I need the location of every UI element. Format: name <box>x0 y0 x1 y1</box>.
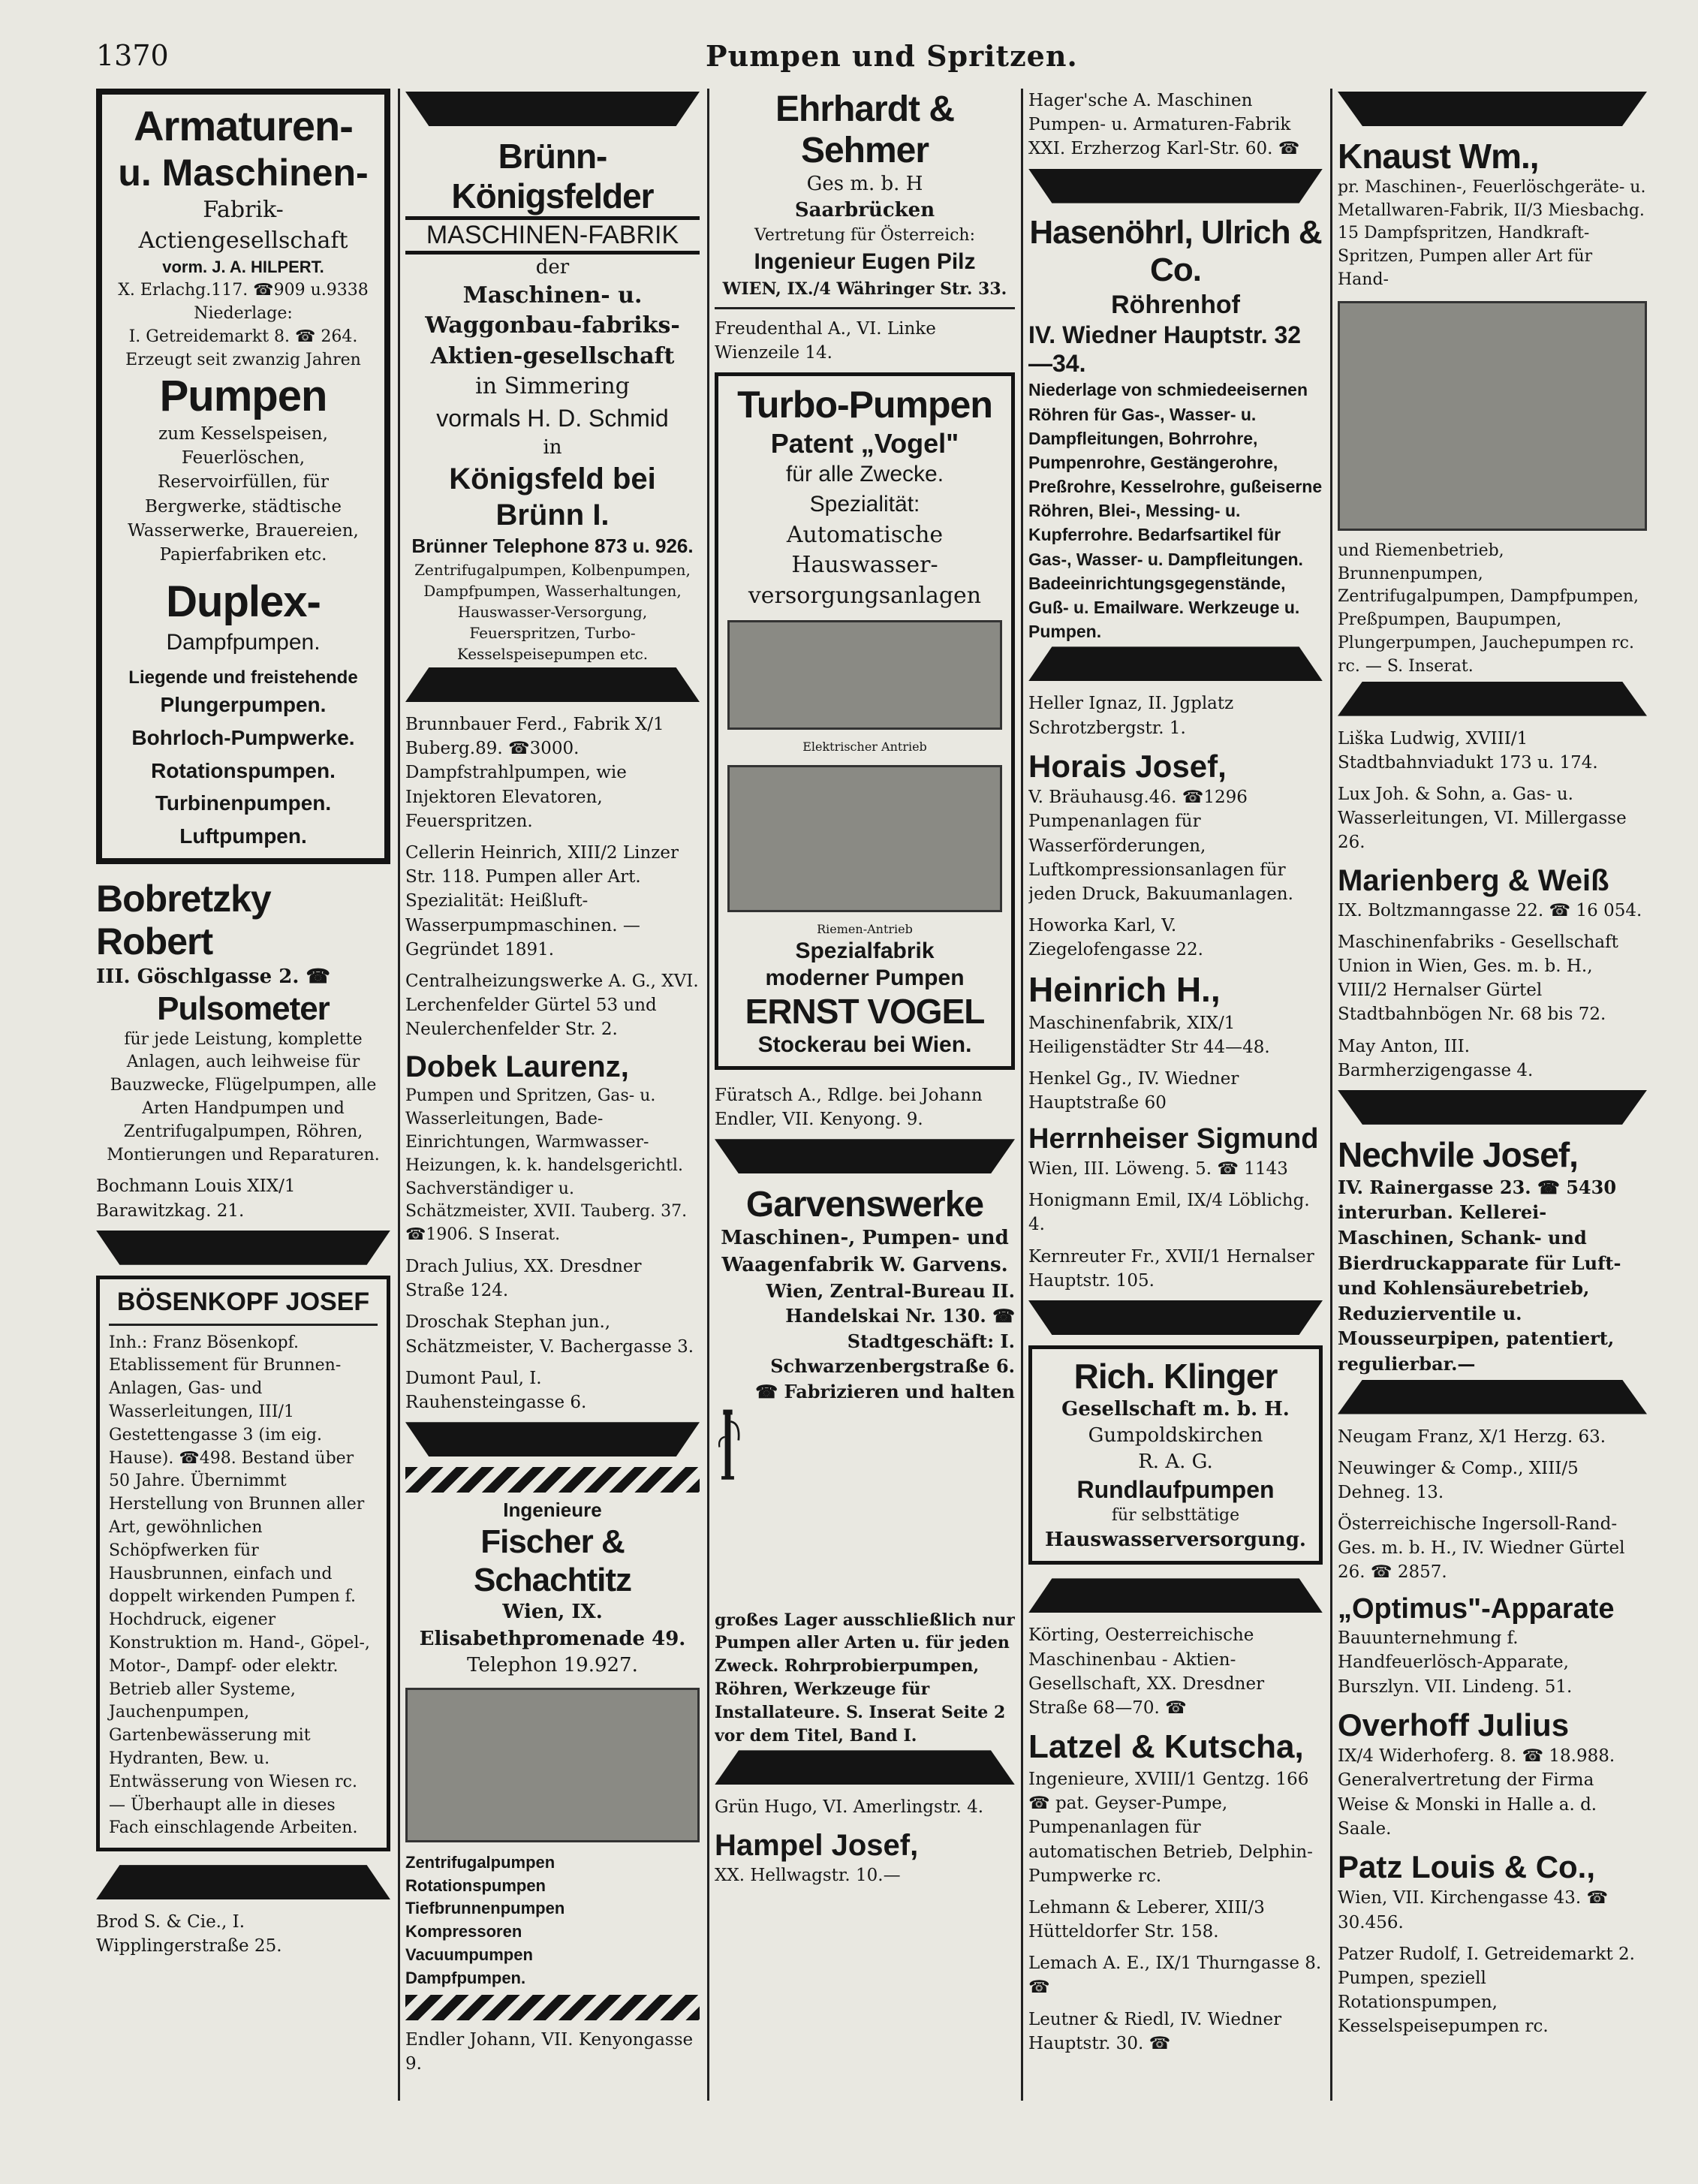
ad-title: Rich. Klinger <box>1073 1356 1278 1396</box>
ad-heading: Pulsometer <box>157 990 330 1028</box>
ad-text: Gesellschaft m. b. H. <box>1061 1397 1290 1420</box>
ad-text: Wien, Zentral-Bureau II. Handelskai Nr. 130. ☎ Stadtgeschäft: I. Schwarzenbergstraße 6. ☎ Fabrizieren und halten <box>755 1279 1015 1403</box>
listing-heading: Heinrich H., <box>1028 970 1221 1010</box>
ad-title: Dobek Laurenz, <box>405 1050 629 1084</box>
listing-entry: Centralheizungswerke A. G., XVI. Lerchenfelder Gürtel 53 und Neulerchenfelder Str. 2. <box>405 971 699 1040</box>
listing-entry: Heller Ignaz, II. Jgplatz Schrotzbergstr. 1. <box>1028 694 1234 738</box>
ad-title: Fischer & Schachtitz <box>473 1523 632 1598</box>
ad-text: Brünner Telephone 873 u. 926. <box>411 534 694 557</box>
ad-text: zum Kesselspeisen, Feuerlöschen, Reservoirfüllen, für Bergwerke, städtische Wasserwerke, Brauereien, Papierfabriken etc. <box>128 424 359 565</box>
decorative-banner <box>1338 1090 1647 1125</box>
ad-text: Automatische Hauswasser-versorgungsanlagen <box>748 521 982 609</box>
listing-entry: Freudenthal A., VI. Linke Wienzeile 14. <box>715 318 936 363</box>
decorative-banner <box>715 1750 1015 1785</box>
turbo-pumpen-ad <box>715 372 1015 1070</box>
listing-entry: Füratsch A., Rdlge. bei Johann Endler, VII. Kenyong. 9. <box>715 1085 983 1130</box>
ad-text: Wien, IX. Elisabethpromenade 49. <box>419 1601 686 1650</box>
ad-text: Dampfpumpen. <box>166 629 321 655</box>
ad-text: für selbsttätige <box>1111 1505 1240 1525</box>
knaust-ad <box>1338 137 1647 679</box>
listing-entry: Neuwinger & Comp., XIII/5 Dehneg. 13. <box>1338 1458 1579 1502</box>
boesenkopf-ad <box>96 1276 390 1851</box>
decorative-banner <box>96 1865 390 1899</box>
ad-title: Turbo-Pumpen <box>737 384 992 426</box>
bruenn-ad <box>405 137 700 664</box>
listing-heading: Herrnheiser Sigmund <box>1028 1123 1319 1155</box>
listing-entry: Cellerin Heinrich, XIII/2 Linzer Str. 118. Pumpen aller Art. Spezialität: Heißluft-Wasserpumpmaschinen. — Gegründet 1891. <box>405 842 679 959</box>
running-head: Pumpen und Spritzen. <box>706 39 1078 73</box>
ad-text: WIEN, IX./4 Währinger Str. 33. <box>722 279 1007 299</box>
decorative-banner <box>715 1139 1015 1173</box>
ad-text: der <box>535 255 570 279</box>
listing-entry: Ingenieure, XVIII/1 Gentzg. 166 ☎ pat. Geyser-Pumpe, Pumpenanlagen für automatischen Betrieb, Delphin-Pumpwerke rc. <box>1028 1769 1313 1886</box>
listing-entry: Lemach A. E., IX/1 Thurngasse 8. ☎ <box>1028 1954 1322 1998</box>
ad-title: BÖSENKOPF JOSEF <box>116 1287 370 1316</box>
ad-text: Inh.: Franz Bösenkopf. Etablissement für Brunnen-Anlagen, Gas- und Wasserleitungen, III/1 Gestettengasse 3 (im eig. Hause). ☎498. Bestand über 50 Jahre. Übernimmt Herstellung von Brunnen aller Art, gewöhnlichen Schöpfwerken für Hausbrunnen, einfach und doppelt wirkenden Pumpen f. Hochdruck, eigener Konstruktion m. Hand-, Göpel-, Motor-, Dampf- oder elektr. Betrieb aller Systeme, Jauchenpumpen, Gartenbewässerung mit Hydranten, Bew. u. Entwässerung von Wiesen rc. — Überhaupt alle in dieses Fach einschlagende Arbeiten. <box>109 1333 370 1838</box>
ad-text: X. Erlachg.117. ☎909 u.9338 <box>118 281 369 300</box>
column-2 <box>405 89 700 2101</box>
listing-entry: Lehmann & Leberer, XIII/3 Hütteldorfer Str. 158. <box>1028 1897 1265 1942</box>
product-item: Tiefbrunnenpumpen <box>405 1899 565 1918</box>
ad-text: Turbinenpumpen. <box>155 791 332 815</box>
ad-subtitle: MASCHINEN-FABRIK <box>405 220 700 255</box>
listing-heading: Horais Josef, <box>1028 748 1227 784</box>
ad-text: Hauswasserversorgung. <box>1045 1529 1306 1552</box>
ad-text: für jede Leistung, komplette Anlagen, auch leihweise für Bauzwecke, Flügelpumpen, alle Arten Handpumpen und Zentrifugalpumpen, Röhren, Montierungen und Reparaturen. <box>107 1029 380 1164</box>
ad-text: Telephon 19.927. <box>467 1653 638 1676</box>
ad-text: R. A. G. <box>1138 1450 1213 1474</box>
decorative-banner <box>1338 1380 1647 1414</box>
listing-entry: Leutner & Riedl, IV. Wiedner Hauptstr. 30. ☎ <box>1028 2009 1282 2053</box>
ad-title: u. Maschinen- <box>118 152 369 194</box>
ad-text: Ingenieur Eugen Pilz <box>754 249 976 275</box>
product-item: Rotationspumpen <box>405 1875 546 1895</box>
ad-text: IV. Wiedner Hauptstr. 32—34. <box>1028 321 1302 377</box>
klinger-ad <box>1028 1345 1323 1565</box>
ad-text: IV. Rainergasse 23. ☎ 5430 interurban. Kellerei-Maschinen, Schank- und Bierdruckapparate für Luft- und Kohlensäurebetrieb, Reduzierventile u. Mousseurpipen, patentiert, regulierbar.— <box>1338 1176 1621 1375</box>
listing-heading: Hampel Josef, <box>715 1828 919 1862</box>
listing-entry: Grün Hugo, VI. Amerlingstr. 4. <box>715 1797 984 1818</box>
ad-text: Plungerpumpen. <box>160 692 327 716</box>
product-item: Dampfpumpen. <box>405 1968 526 1987</box>
ad-text: und Riemenbetrieb, Brunnenpumpen, Zentrifugalpumpen, Dampfpumpen, Preßpumpen, Baupumpen, Plungerpumpen, Jauchepumpen rc. rc. — S. Inserat. <box>1338 541 1639 676</box>
column-rule <box>398 89 400 2101</box>
armaturen-ad <box>96 89 390 864</box>
ad-text: Stockerau bei Wien. <box>757 1032 972 1057</box>
listing-entry: Österreichische Ingersoll-Rand-Ges. m. b. H., IV. Wiedner Gürtel 26. ☎ 2857. <box>1338 1514 1625 1583</box>
listing-entry: Brod S. & Cie., I. Wipplingerstraße 25. <box>96 1912 282 1957</box>
listing-heading: Latzel & Kutscha, <box>1028 1728 1304 1766</box>
ad-heading: Königsfeld bei Brünn I. <box>449 462 656 532</box>
image-caption: Riemen-Antrieb <box>817 921 913 936</box>
ad-text: Ges m. b. H <box>806 173 923 196</box>
ad-text: für alle Zwecke. <box>785 461 944 487</box>
ad-text: Niederlage von schmiedeeisernen Röhren für Gas-, Wasser- u. Dampfleitungen, Bohrrohre, Pumpenrohre, Gestängerohre, Preßrohre, Kesselrohre, gußeiserne Röhren, Blei-, Messing- u. Kupferrohre. Bedarfsartikel für Gas-, Wasser- u. Dampfleitungen. Badeeinrichtungsgegenstände, Guß- u. Emailware. Werkzeuge u. Pumpen. <box>1028 380 1323 642</box>
ad-heading: Duplex- <box>166 577 321 627</box>
ad-text: Vertretung für Österreich: <box>754 225 976 245</box>
divider <box>715 307 1015 309</box>
ad-title: Garvenswerke <box>745 1185 984 1225</box>
ad-text: Rotationspumpen. <box>151 758 336 782</box>
hand-pump-illustration <box>715 1279 742 1609</box>
listing-entry: Liška Ludwig, XVIII/1 Stadtbahnviadukt 173 u. 174. <box>1338 728 1598 773</box>
ad-title: Nechvile Josef, <box>1338 1134 1578 1174</box>
ad-text: Gumpoldskirchen <box>1088 1423 1263 1447</box>
fischer-ad <box>405 1497 700 1990</box>
ad-text: Maschinen- u. Waggonbau-fabriks-Aktien-gesellschaft <box>425 282 680 369</box>
listing-entry: Maschinenfabrik, XIX/1 Heiligenstädter Str 44—48. <box>1028 1013 1270 1057</box>
decorative-banner <box>1028 646 1323 681</box>
ehrhardt-ad <box>715 89 1015 301</box>
page-number: 1370 <box>96 39 169 72</box>
listing-entry: Körting, Oesterreichische Maschinenbau - Aktien-Gesellschaft, XX. Dresdner Straße 68—70. ☎ <box>1028 1625 1265 1718</box>
decorative-border <box>405 1995 700 2020</box>
ad-text: Erzeugt seit zwanzig Jahren <box>125 350 361 369</box>
listing-entry: Endler Johann, VII. Kenyongasse 9. <box>405 2029 694 2074</box>
ad-text: I. Getreidemarkt 8. ☎ 264. <box>128 327 358 346</box>
listing-entry: May Anton, III. Barmherzigengasse 4. <box>1338 1036 1534 1080</box>
column-rule <box>707 89 709 2101</box>
pump-illustration <box>1338 301 1647 531</box>
listing-entry: Dumont Paul, I. Rauhensteingasse 6. <box>405 1368 587 1412</box>
decorative-banner <box>405 1422 700 1457</box>
pump-illustration <box>727 620 1002 730</box>
nechvile-ad <box>1338 1135 1647 1377</box>
decorative-banner <box>405 667 700 702</box>
listing-entry: IX/4 Widerhoferg. 8. ☎ 18.988. Generalvertretung der Firma Weise & Monski in Halle a. d. Saale. <box>1338 1746 1615 1839</box>
ad-text: Spezialfabrik <box>795 938 935 963</box>
decorative-banner <box>96 1231 390 1265</box>
ad-text: Spezialität: <box>809 492 920 517</box>
ad-heading: Rundlaufpumpen <box>1076 1476 1275 1504</box>
listing-entry: Droschak Stephan jun., Schätzmeister, V. Bachergasse 3. <box>405 1312 694 1357</box>
listing-entry: Howorka Karl, V. Ziegelofengasse 22. <box>1028 916 1203 960</box>
ad-heading: Pumpen <box>159 372 327 421</box>
pump-illustration <box>727 765 1002 912</box>
listing-entry: Honigmann Emil, IX/4 Löblichg. 4. <box>1028 1191 1310 1235</box>
ad-text: Ingenieure <box>503 1499 602 1522</box>
divider <box>109 1324 378 1326</box>
dobek-ad <box>405 1049 700 1247</box>
image-caption: Elektrischer Antrieb <box>802 740 927 755</box>
garvens-body <box>715 1279 1015 1609</box>
bobretzky-ad <box>96 878 390 1167</box>
ad-text: moderner Pumpen <box>765 965 965 990</box>
ad-title: Armaturen- <box>134 102 353 149</box>
decorative-banner <box>1338 682 1647 716</box>
hasenoehrl-ad <box>1028 214 1323 644</box>
ad-title: Bobretzky Robert <box>96 877 271 963</box>
listing-entry: Hager'sche A. Maschinen Pumpen- u. Armaturen-Fabrik XXI. Erzherzog Karl-Str. 60. ☎ <box>1028 91 1300 159</box>
ad-title: Knaust Wm., <box>1338 137 1539 176</box>
decorative-banner <box>1338 92 1647 126</box>
listing-entry: Neugam Franz, X/1 Herzg. 63. <box>1338 1426 1606 1447</box>
listing-entry: IX. Boltzmanngasse 22. ☎ 16 054. <box>1338 900 1642 920</box>
ad-text: Niederlage: <box>194 303 293 323</box>
ad-text: in <box>543 435 562 459</box>
ad-text: pr. Maschinen-, Feuerlöschgeräte- u. Metallwaren-Fabrik, II/3 Miesbachg. 15 Dampfspritzen, Handkraft-Spritzen, Pumpen aller Art für Hand- <box>1338 177 1646 290</box>
column-5 <box>1338 89 1647 2101</box>
ad-text: großes Lager ausschließlich nur Pumpen aller Arten u. für jeden Zweck. Rohrprobierpumpen, Röhren, Werkzeuge für Installateure. S. Inserat Seite 2 vor dem Titel, Band I. <box>715 1610 1015 1746</box>
column-3 <box>715 89 1015 2101</box>
ad-title: Brünn-Königsfelder <box>405 137 700 220</box>
listing-heading: Patz Louis & Co., <box>1338 1848 1596 1884</box>
ad-text: vorm. J. A. HILPERT. <box>162 258 324 277</box>
ad-title: Hasenöhrl, Ulrich & Co. <box>1029 213 1322 289</box>
listing-entry: Wien, III. Löweng. 5. ☎ 1143 <box>1028 1159 1288 1179</box>
listing-entry: Wien, VII. Kirchengasse 43. ☎ 30.456. <box>1338 1888 1609 1932</box>
ad-text: Pumpen und Spritzen, Gas- u. Wasserleitungen, Bade-Einrichtungen, Warmwasser-Heizungen, k. k. handelsgerichtl. Sachverständiger u. Schätzmeister, XVII. Tauberg. 37. ☎1906. S Inserat. <box>405 1086 688 1245</box>
listing-entry: Maschinenfabriks - Gesellschaft Union in Wien, Ges. m. b. H., VIII/2 Hernalser Gürtel Stadtbahnbögen Nr. 68 bis 72. <box>1338 932 1618 1025</box>
listing-entry: Kernreuter Fr., XVII/1 Hernalser Hauptstr. 105. <box>1028 1246 1314 1291</box>
listing-heading: „Optimus"-Apparate <box>1338 1592 1615 1625</box>
ad-heading: ERNST VOGEL <box>745 992 985 1031</box>
ad-text: Liegende und freistehende <box>128 667 358 688</box>
listing-entry: Drach Julius, XX. Dresdner Straße 124. <box>405 1257 642 1301</box>
listing-entry: Brunnbauer Ferd., Fabrik X/1 Buberg.89. ☎3000. Dampfstrahlpumpen, wie Injektoren Elevatoren, Feuerspritzen. <box>405 715 664 831</box>
product-list <box>405 1851 700 1990</box>
ad-text: Bohrloch-Pumpwerke. <box>131 725 355 749</box>
column-rule <box>1021 89 1023 2101</box>
decorative-banner <box>1028 169 1323 203</box>
ad-text: Zentrifugalpumpen, Kolbenpumpen, Dampfpumpen, Wasserhaltungen, Hauswasser-Versorgung, Feuerspritzen, Turbo-Kesselspeisepumpen etc. <box>414 561 691 664</box>
machine-illustration <box>405 1688 700 1842</box>
garvens-ad <box>715 1184 1015 1747</box>
listing-entry: XX. Hellwagstr. 10.— <box>715 1865 901 1885</box>
column-rule <box>1330 89 1332 2101</box>
ad-subtitle: Patent „Vogel" <box>770 427 959 459</box>
product-item: Kompressoren <box>405 1922 522 1942</box>
ad-text: in Simmering <box>475 373 630 400</box>
listing-entry: Bauunternehmung f. Handfeuerlösch-Apparate, Burszlyn. VII. Lindeng. 51. <box>1338 1628 1573 1697</box>
ad-subtitle: Röhrenhof <box>1111 290 1240 319</box>
decorative-border <box>405 1467 700 1493</box>
ad-text: Maschinen-, Pumpen- und Waagenfabrik W. Garvens. <box>721 1227 1009 1276</box>
column-1 <box>96 89 390 2101</box>
listing-entry: Lux Joh. & Sohn, a. Gas- u. Wasserleitungen, VI. Millergasse 26. <box>1338 785 1627 853</box>
listing-entry: Bochmann Louis XIX/1 Barawitzkag. 21. <box>96 1176 296 1221</box>
ad-text: Saarbrücken <box>794 199 935 222</box>
ad-title: Ehrhardt & Sehmer <box>775 89 954 171</box>
listing-heading: Overhoff Julius <box>1338 1707 1570 1743</box>
product-item: Zentrifugalpumpen <box>405 1852 555 1872</box>
listing-entry: Patzer Rudolf, I. Getreidemarkt 2. Pumpen, speziell Rotationspumpen, Kesselspeisepumpen rc. <box>1338 1944 1635 2037</box>
ad-text: Fabrik-Actiengesellschaft <box>138 197 348 254</box>
column-4 <box>1028 89 1323 2101</box>
listing-entry: V. Bräuhausg.46. ☎1296 Pumpenanlagen für Wasserförderungen, Luftkompressionsanlagen für jeden Druck, Bakuumanlagen. <box>1028 788 1293 904</box>
decorative-banner <box>405 92 700 126</box>
ad-text: Luftpumpen. <box>179 824 307 848</box>
listing-heading: Marienberg & Weiß <box>1338 863 1609 897</box>
ad-text: vormals H. D. Schmid <box>436 404 669 432</box>
decorative-banner <box>1028 1578 1323 1613</box>
product-item: Vacuumpumpen <box>405 1945 533 1964</box>
ad-text: III. Göschlgasse 2. ☎ <box>96 965 330 988</box>
listing-entry: Henkel Gg., IV. Wiedner Hauptstraße 60 <box>1028 1069 1239 1113</box>
decorative-banner <box>1028 1300 1323 1335</box>
